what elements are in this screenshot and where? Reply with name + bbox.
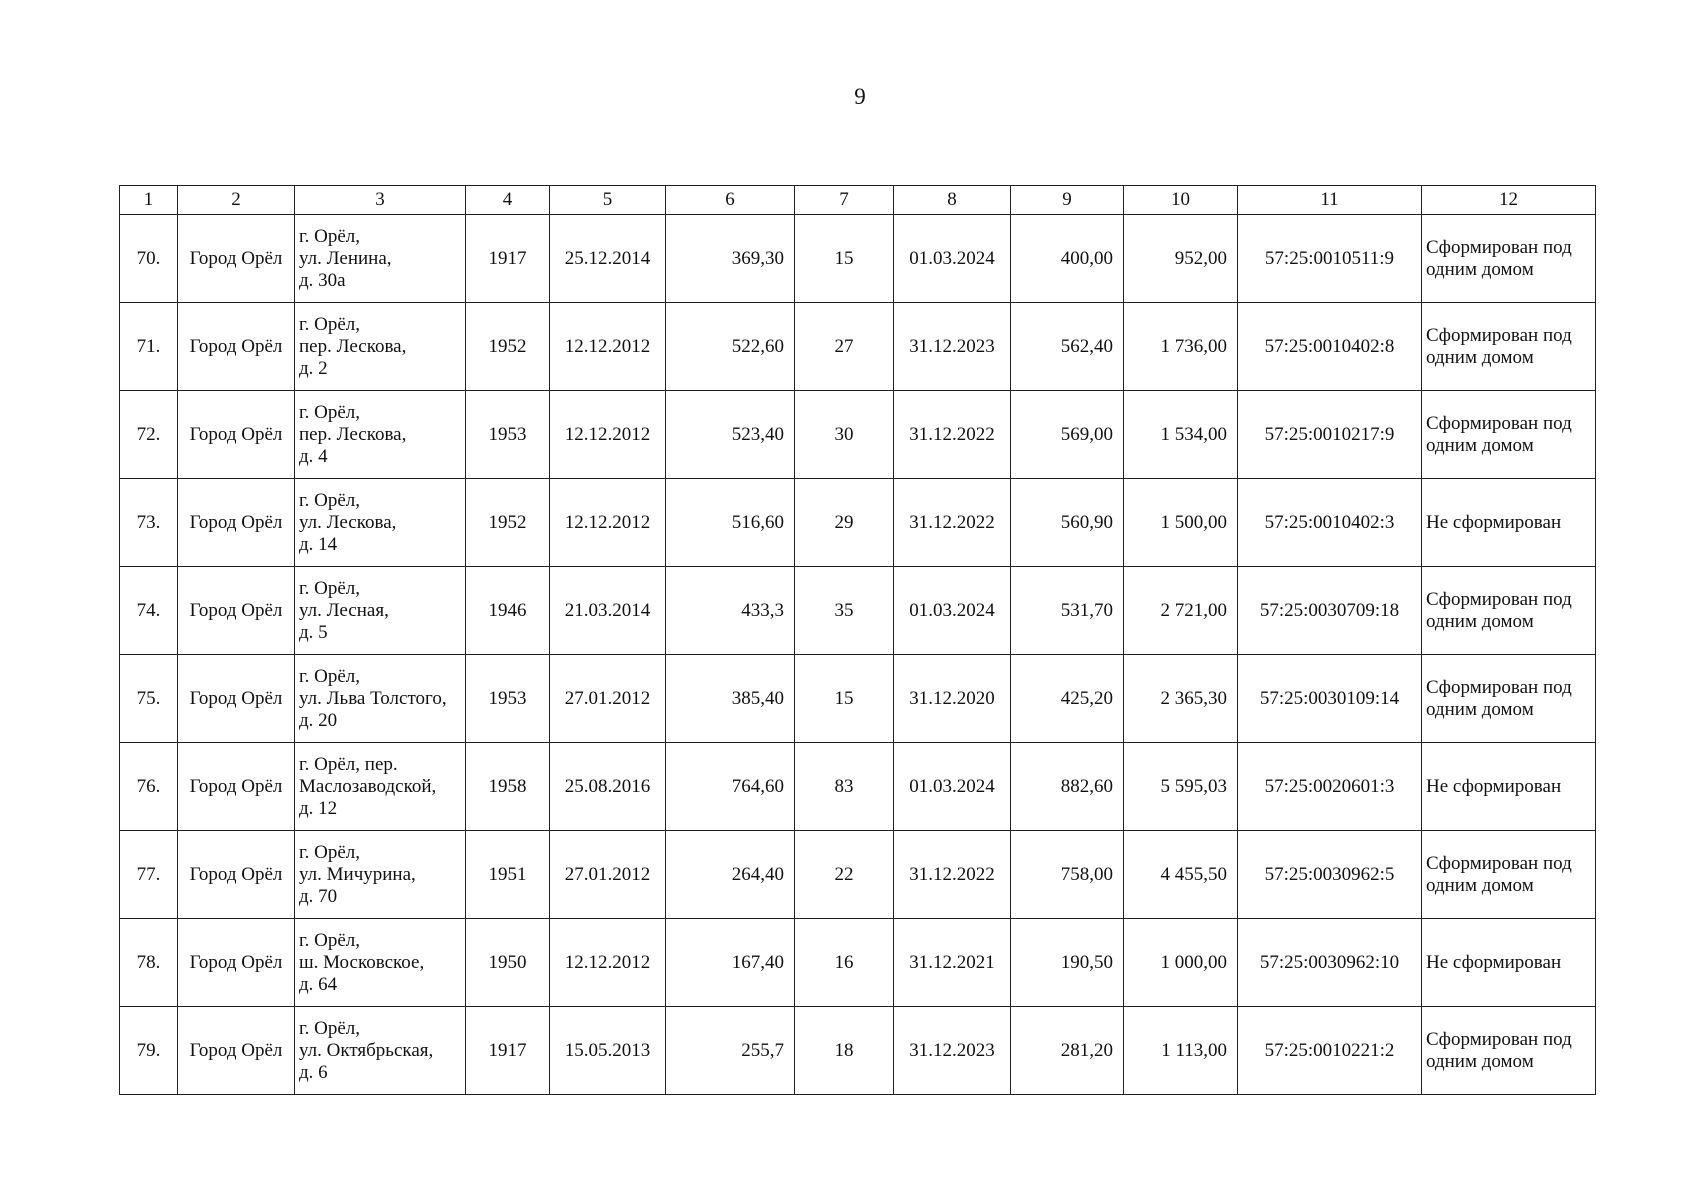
address-line: д. 64 <box>299 973 338 995</box>
status-line: одним домом <box>1426 698 1534 720</box>
status-line: одним домом <box>1426 1050 1534 1072</box>
cadastral-number-cell: 57:25:0010217:9 <box>1238 391 1422 479</box>
land-area-cell: 1 000,00 <box>1124 919 1238 1007</box>
address-line: ул. Ленина, <box>299 247 392 269</box>
address-line: г. Орёл, <box>299 489 361 511</box>
status-cell <box>1422 831 1596 919</box>
area-cell: 255,7 <box>666 1007 795 1095</box>
address-line: пер. Лескова, <box>299 335 407 357</box>
status-line: Сформирован под <box>1426 412 1572 434</box>
status-cell <box>1422 479 1596 567</box>
address-line: д. 5 <box>299 621 328 643</box>
status-line: Не сформирован <box>1426 951 1562 973</box>
residents-cell: 15 <box>795 655 894 743</box>
address-cell <box>295 215 466 303</box>
residents-cell: 83 <box>795 743 894 831</box>
address-line: г. Орёл, <box>299 225 361 247</box>
column-header-4: 4 <box>466 186 550 215</box>
status-line: одним домом <box>1426 874 1534 896</box>
land-area-cell: 1 534,00 <box>1124 391 1238 479</box>
table-body <box>120 215 1596 1095</box>
cadastral-number-cell: 57:25:0030109:14 <box>1238 655 1422 743</box>
status-cell <box>1422 1007 1596 1095</box>
address-line: г. Орёл, пер. <box>299 753 398 775</box>
row-number-cell: 78. <box>120 919 178 1007</box>
residents-cell: 30 <box>795 391 894 479</box>
address-line: ул. Льва Толстого, <box>299 687 447 709</box>
address-line: г. Орёл, <box>299 1017 361 1039</box>
address-line: ул. Мичурина, <box>299 863 416 885</box>
date-cell: 12.12.2012 <box>550 391 666 479</box>
year-cell: 1951 <box>466 831 550 919</box>
status-line: Сформирован под <box>1426 1028 1572 1050</box>
residents-cell: 16 <box>795 919 894 1007</box>
address-cell <box>295 919 466 1007</box>
year-cell: 1946 <box>466 567 550 655</box>
address-line: д. 6 <box>299 1061 328 1083</box>
status-line: Сформирован под <box>1426 588 1572 610</box>
municipality-cell: Город Орёл <box>178 655 295 743</box>
table-row <box>120 567 1596 655</box>
land-area-cell: 4 455,50 <box>1124 831 1238 919</box>
row-number-cell: 70. <box>120 215 178 303</box>
cadastral-number-cell: 57:25:0030962:10 <box>1238 919 1422 1007</box>
status-line: одним домом <box>1426 258 1534 280</box>
address-line: Маслозаводской, <box>299 775 437 797</box>
date-cell: 25.12.2014 <box>550 215 666 303</box>
table-row <box>120 391 1596 479</box>
table-row <box>120 479 1596 567</box>
address-line: г. Орёл, <box>299 401 361 423</box>
address-cell <box>295 831 466 919</box>
status-line: Не сформирован <box>1426 511 1562 533</box>
cadastral-number-cell: 57:25:0010402:8 <box>1238 303 1422 391</box>
address-line: д. 12 <box>299 797 338 819</box>
address-cell <box>295 743 466 831</box>
year-cell: 1953 <box>466 655 550 743</box>
column-header-7: 7 <box>795 186 894 215</box>
cadastral-number-cell: 57:25:0010511:9 <box>1238 215 1422 303</box>
address-line: ш. Московское, <box>299 951 425 973</box>
status-line: одним домом <box>1426 346 1534 368</box>
address-line: ул. Октябрьская, <box>299 1039 434 1061</box>
address-line: г. Орёл, <box>299 665 361 687</box>
status-line: Сформирован под <box>1426 324 1572 346</box>
row-number-cell: 74. <box>120 567 178 655</box>
residents-cell: 35 <box>795 567 894 655</box>
address-cell <box>295 391 466 479</box>
area2-cell: 281,20 <box>1011 1007 1124 1095</box>
address-line: д. 30а <box>299 269 346 291</box>
status-cell <box>1422 743 1596 831</box>
date-cell: 27.01.2012 <box>550 655 666 743</box>
date-cell: 12.12.2012 <box>550 479 666 567</box>
date-cell: 27.01.2012 <box>550 831 666 919</box>
address-line: г. Орёл, <box>299 577 361 599</box>
column-header-8: 8 <box>894 186 1011 215</box>
address-line: пер. Лескова, <box>299 423 407 445</box>
area2-cell: 425,20 <box>1011 655 1124 743</box>
table-row <box>120 215 1596 303</box>
column-header-9: 9 <box>1011 186 1124 215</box>
deadline-cell: 01.03.2024 <box>894 215 1011 303</box>
area-cell: 522,60 <box>666 303 795 391</box>
status-line: Сформирован под <box>1426 236 1572 258</box>
municipality-cell: Город Орёл <box>178 831 295 919</box>
housing-registry-table <box>119 185 1596 1095</box>
table-row <box>120 831 1596 919</box>
land-area-cell: 1 736,00 <box>1124 303 1238 391</box>
table-row <box>120 655 1596 743</box>
status-cell <box>1422 215 1596 303</box>
address-cell <box>295 567 466 655</box>
column-header-6: 6 <box>666 186 795 215</box>
municipality-cell: Город Орёл <box>178 391 295 479</box>
column-header-2: 2 <box>178 186 295 215</box>
column-header-12: 12 <box>1422 186 1596 215</box>
address-line: д. 4 <box>299 445 328 467</box>
residents-cell: 22 <box>795 831 894 919</box>
column-header-1: 1 <box>120 186 178 215</box>
municipality-cell: Город Орёл <box>178 1007 295 1095</box>
table-row <box>120 1007 1596 1095</box>
year-cell: 1950 <box>466 919 550 1007</box>
column-header-11: 11 <box>1238 186 1422 215</box>
address-line: д. 2 <box>299 357 328 379</box>
address-line: д. 70 <box>299 885 338 907</box>
residents-cell: 29 <box>795 479 894 567</box>
status-line: одним домом <box>1426 610 1534 632</box>
year-cell: 1952 <box>466 479 550 567</box>
area2-cell: 562,40 <box>1011 303 1124 391</box>
address-line: д. 14 <box>299 533 338 555</box>
row-number-cell: 77. <box>120 831 178 919</box>
area-cell: 764,60 <box>666 743 795 831</box>
date-cell: 12.12.2012 <box>550 303 666 391</box>
cadastral-number-cell: 57:25:0030709:18 <box>1238 567 1422 655</box>
address-line: г. Орёл, <box>299 841 361 863</box>
table-row <box>120 743 1596 831</box>
area-cell: 369,30 <box>666 215 795 303</box>
land-area-cell: 952,00 <box>1124 215 1238 303</box>
date-cell: 12.12.2012 <box>550 919 666 1007</box>
row-number-cell: 75. <box>120 655 178 743</box>
land-area-cell: 5 595,03 <box>1124 743 1238 831</box>
status-cell <box>1422 919 1596 1007</box>
column-header-5: 5 <box>550 186 666 215</box>
area-cell: 516,60 <box>666 479 795 567</box>
area-cell: 523,40 <box>666 391 795 479</box>
cadastral-number-cell: 57:25:0020601:3 <box>1238 743 1422 831</box>
deadline-cell: 31.12.2021 <box>894 919 1011 1007</box>
date-cell: 21.03.2014 <box>550 567 666 655</box>
status-cell <box>1422 391 1596 479</box>
address-line: д. 20 <box>299 709 338 731</box>
residents-cell: 27 <box>795 303 894 391</box>
cadastral-number-cell: 57:25:0030962:5 <box>1238 831 1422 919</box>
deadline-cell: 31.12.2020 <box>894 655 1011 743</box>
area2-cell: 758,00 <box>1011 831 1124 919</box>
address-cell <box>295 303 466 391</box>
table-row <box>120 303 1596 391</box>
status-line: Сформирован под <box>1426 852 1572 874</box>
status-cell <box>1422 303 1596 391</box>
address-cell <box>295 479 466 567</box>
deadline-cell: 31.12.2022 <box>894 479 1011 567</box>
area2-cell: 190,50 <box>1011 919 1124 1007</box>
address-line: ул. Лесная, <box>299 599 389 621</box>
year-cell: 1952 <box>466 303 550 391</box>
area-cell: 167,40 <box>666 919 795 1007</box>
municipality-cell: Город Орёл <box>178 303 295 391</box>
address-cell <box>295 655 466 743</box>
land-area-cell: 2 365,30 <box>1124 655 1238 743</box>
area2-cell: 560,90 <box>1011 479 1124 567</box>
area2-cell: 569,00 <box>1011 391 1124 479</box>
area-cell: 264,40 <box>666 831 795 919</box>
row-number-cell: 72. <box>120 391 178 479</box>
municipality-cell: Город Орёл <box>178 743 295 831</box>
address-line: ул. Лескова, <box>299 511 397 533</box>
status-cell <box>1422 567 1596 655</box>
year-cell: 1953 <box>466 391 550 479</box>
area-cell: 433,3 <box>666 567 795 655</box>
row-number-cell: 71. <box>120 303 178 391</box>
column-number-row <box>120 186 1596 215</box>
year-cell: 1917 <box>466 1007 550 1095</box>
date-cell: 15.05.2013 <box>550 1007 666 1095</box>
row-number-cell: 73. <box>120 479 178 567</box>
deadline-cell: 01.03.2024 <box>894 567 1011 655</box>
date-cell: 25.08.2016 <box>550 743 666 831</box>
deadline-cell: 01.03.2024 <box>894 743 1011 831</box>
residents-cell: 15 <box>795 215 894 303</box>
area2-cell: 400,00 <box>1011 215 1124 303</box>
column-header-10: 10 <box>1124 186 1238 215</box>
land-area-cell: 1 500,00 <box>1124 479 1238 567</box>
page-number: 9 <box>854 84 866 109</box>
residents-cell: 18 <box>795 1007 894 1095</box>
municipality-cell: Город Орёл <box>178 479 295 567</box>
row-number-cell: 76. <box>120 743 178 831</box>
deadline-cell: 31.12.2023 <box>894 303 1011 391</box>
year-cell: 1958 <box>466 743 550 831</box>
year-cell: 1917 <box>466 215 550 303</box>
municipality-cell: Город Орёл <box>178 567 295 655</box>
column-header-3: 3 <box>295 186 466 215</box>
address-cell <box>295 1007 466 1095</box>
table-row <box>120 919 1596 1007</box>
status-line: Сформирован под <box>1426 676 1572 698</box>
row-number-cell: 79. <box>120 1007 178 1095</box>
deadline-cell: 31.12.2022 <box>894 831 1011 919</box>
address-line: г. Орёл, <box>299 929 361 951</box>
area-cell: 385,40 <box>666 655 795 743</box>
municipality-cell: Город Орёл <box>178 215 295 303</box>
address-line: г. Орёл, <box>299 313 361 335</box>
status-line: Не сформирован <box>1426 775 1562 797</box>
status-cell <box>1422 655 1596 743</box>
area2-cell: 531,70 <box>1011 567 1124 655</box>
deadline-cell: 31.12.2023 <box>894 1007 1011 1095</box>
deadline-cell: 31.12.2022 <box>894 391 1011 479</box>
land-area-cell: 1 113,00 <box>1124 1007 1238 1095</box>
land-area-cell: 2 721,00 <box>1124 567 1238 655</box>
area2-cell: 882,60 <box>1011 743 1124 831</box>
status-line: одним домом <box>1426 434 1534 456</box>
municipality-cell: Город Орёл <box>178 919 295 1007</box>
cadastral-number-cell: 57:25:0010221:2 <box>1238 1007 1422 1095</box>
cadastral-number-cell: 57:25:0010402:3 <box>1238 479 1422 567</box>
